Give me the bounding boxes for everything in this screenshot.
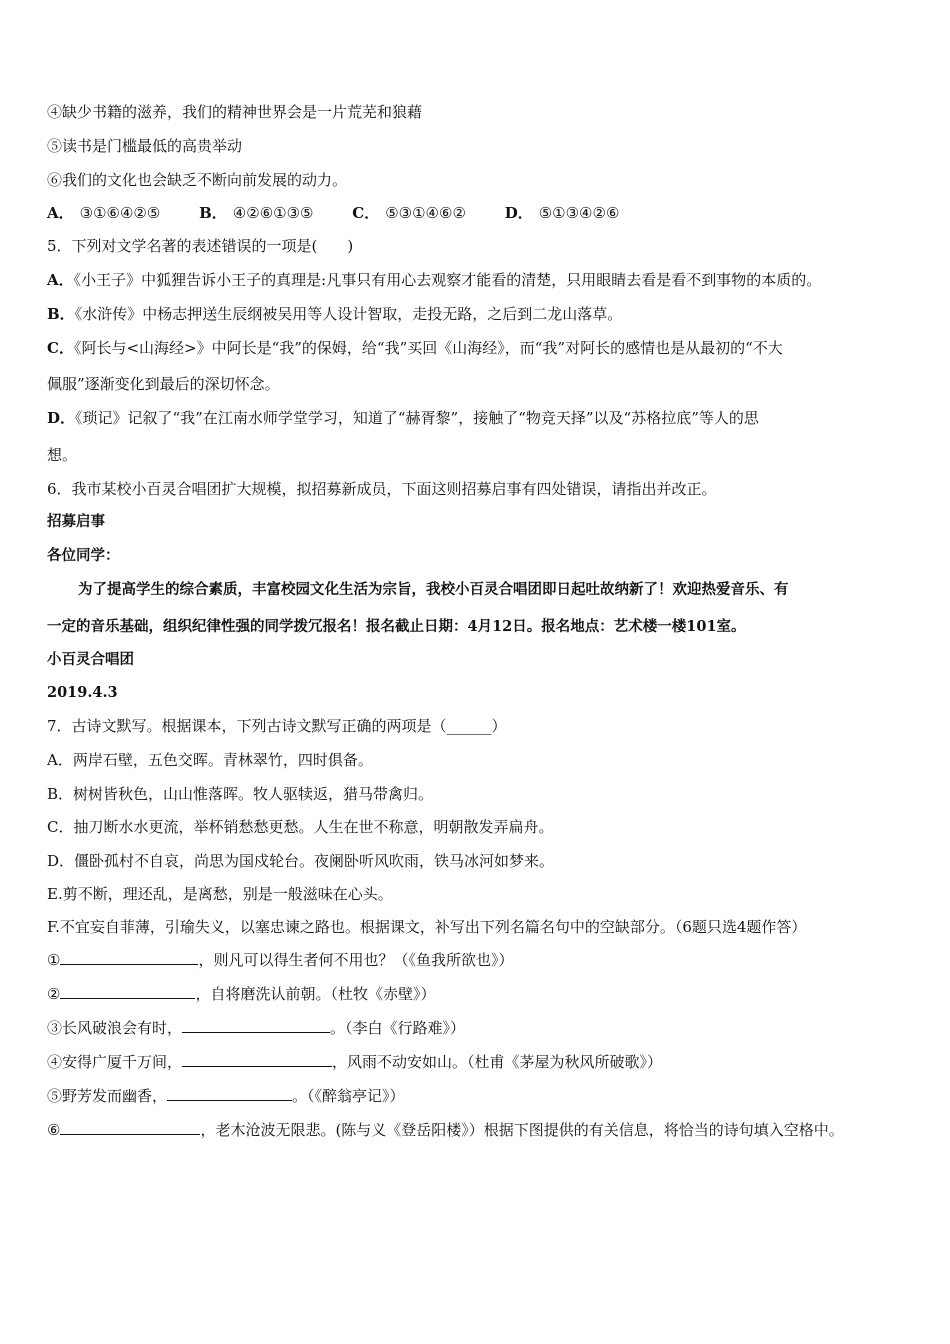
q5-option-d: D．《琐记》记叙了“我”在江南水师学堂学习，知道了“赫胥黎”，接触了“物竞天择”以及“苏格拉底”等人的思	[47, 409, 759, 427]
q5-option-b: B．《水浒传》中杨志押送生辰纲被吴用等人设计智取，走投无路，之后到二龙山落草。	[47, 305, 623, 323]
q7-option-d: D．僵卧孤村不自哀，尚思为国戍轮台。夜阑卧听风吹雨，铁马冰河如梦来。	[47, 852, 555, 870]
q7-stem: 7．古诗文默写。根据课本，下列古诗文默写正确的两项是（______）	[47, 717, 507, 735]
q7-option-b: B．树树皆秋色，山山惟落晖。牧人驱犊返，猎马带禽归。	[47, 785, 434, 803]
notice-body-2: 一定的音乐基础，组织纪律性强的同学拨冗报名！报名截止日期：4月12日。报名地点：艺术楼一楼101室。	[47, 618, 746, 635]
q4-option-b: B． ④②⑥①③⑤	[199, 204, 314, 222]
fill-item-1: ① ，则凡可以得生者何不用也？（《鱼我所欲也》）	[47, 951, 514, 969]
fill-item-4: ④安得广厦千万间， ，风雨不动安如山。（杜甫《茅屋为秋风所破歌》）	[47, 1053, 663, 1071]
answer-blank[interactable]	[182, 1018, 330, 1033]
answer-blank[interactable]	[167, 1086, 292, 1101]
q6-stem: 6．我市某校小百灵合唱团扩大规模，拟招募新成员，下面这则招募启事有四处错误，请指出并改正。	[47, 480, 717, 498]
q7-option-a: A．两岸石壁，五色交晖。青林翠竹，四时俱备。	[47, 751, 373, 769]
q5-stem: 5．下列对文学名著的表述错误的一项是( )	[47, 237, 354, 255]
fill-item-6: ⑥ ，老木沧波无限悲。(陈与义《登岳阳楼》）根据下图提供的有关信息，将恰当的诗句填入空格中。	[47, 1121, 844, 1139]
fill-item-3: ③长风破浪会有时， 。（李白《行路难》）	[47, 1019, 466, 1037]
sentence-4: ④缺少书籍的滋养，我们的精神世界会是一片荒芜和狼藉	[47, 103, 423, 121]
q7-option-e: E.剪不断，理还乱，是离愁，别是一般滋味在心头。	[47, 885, 393, 903]
notice-body-1: 为了提高学生的综合素质，丰富校园文化生活为宗旨，我校小百灵合唱团即日起吐故纳新了！欢迎热爱音乐、有	[78, 581, 789, 598]
fill-item-5: ⑤野芳发而幽香， 。（《醉翁亭记》）	[47, 1087, 405, 1105]
answer-blank[interactable]	[60, 950, 198, 965]
q5-option-c: C．《阿长与<山海经>》中阿长是“我”的保姆，给“我”买回《山海经》，而“我”对阿长的感情也是从最初的“不大	[47, 339, 783, 357]
notice-title: 招募启事	[47, 513, 105, 530]
q4-options	[47, 203, 920, 223]
answer-blank[interactable]	[182, 1052, 332, 1067]
answer-blank[interactable]	[60, 984, 195, 999]
sentence-6: ⑥我们的文化也会缺乏不断向前发展的动力。	[47, 171, 348, 189]
notice-date: 2019.4.3	[47, 684, 118, 701]
answer-blank[interactable]	[60, 1120, 200, 1135]
q4-option-d: D． ⑤①③④②⑥	[504, 204, 620, 222]
q5-option-d-cont: 想。	[47, 446, 78, 464]
q7-option-c: C．抽刀断水水更流，举杯销愁愁更愁。人生在世不称意，明朝散发弄扁舟。	[47, 818, 554, 836]
notice-signer: 小百灵合唱团	[47, 651, 134, 668]
q4-option-c: C． ⑤③①④⑥②	[352, 204, 466, 222]
q5-option-c-cont: 佩服”逐渐变化到最后的深切怀念。	[47, 375, 280, 393]
fill-item-2: ② ，自将磨洗认前朝。（杜牧《赤壁》）	[47, 985, 436, 1003]
sentence-5: ⑤读书是门槛最低的高贵举动	[47, 137, 243, 155]
q5-option-a: A．《小王子》中狐狸告诉小王子的真理是:凡事只有用心去观察才能看的清楚，只用眼睛去看是看不到事物的本质的。	[47, 271, 822, 289]
q7-option-f: F.不宜妄自菲薄，引瑜失义，以塞忠谏之路也。根据课文，补写出下列名篇名句中的空缺部分。（6题只选4题作答）	[47, 918, 807, 936]
q4-option-a: A． ③①⑥④②⑤	[47, 204, 161, 222]
notice-greeting: 各位同学：	[47, 547, 120, 564]
